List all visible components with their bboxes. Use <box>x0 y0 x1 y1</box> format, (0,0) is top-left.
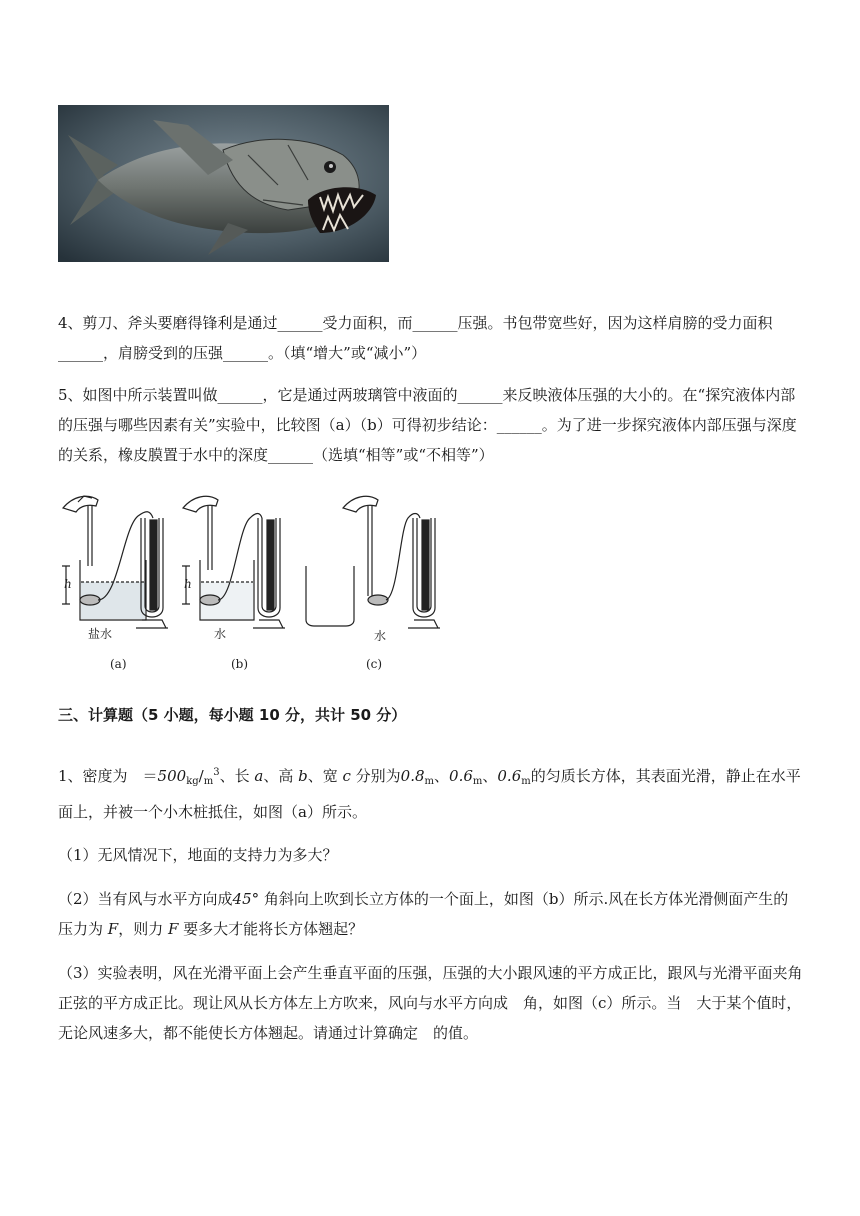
fish-illustration <box>58 105 389 262</box>
pressure-gauge-figure <box>58 488 458 678</box>
part2-b: 角斜向上吹到长立方体的一个面上，如图（b）所示.风在长方体光滑侧面产生的压力为 <box>58 890 789 938</box>
part2-d: 要多大才能将长方体翘起？ <box>178 920 364 938</box>
height-value: 0.6 <box>449 767 473 785</box>
text-mid4: 分别为 <box>350 767 401 785</box>
length-unit: m <box>424 776 435 787</box>
caption-c: (c) <box>366 657 383 671</box>
liquid-label-a: 盐水 <box>88 627 113 641</box>
h-label-b: h <box>184 577 192 591</box>
text-mid: 、长 <box>219 767 255 785</box>
part2-force-2: F <box>167 920 179 938</box>
part2-a: （2）当有风与水平方向成 <box>58 890 233 908</box>
liquid-label-b: 水 <box>214 627 227 641</box>
part2-angle: 45° <box>232 890 260 908</box>
part2-c: ，则力 <box>118 920 168 938</box>
liquid-label-c: 水 <box>374 629 387 643</box>
density-unit-den: m <box>203 776 214 787</box>
calc-question-1-part-1: （1）无风情况下，地面的支持力为多大？ <box>58 846 338 864</box>
var-a: a <box>254 767 264 785</box>
var-b: b <box>298 767 308 785</box>
section-heading: 三、计算题（5 小题，每小题 10 分，共计 50 分） <box>58 706 407 724</box>
caption-a: (a) <box>110 657 127 671</box>
text-mid3: 、宽 <box>307 767 343 785</box>
density-unit-num: kg <box>186 776 199 787</box>
text-mid2: 、高 <box>263 767 299 785</box>
h-label-a: h <box>64 577 72 591</box>
width-unit: m <box>521 776 531 787</box>
question-5: 5、如图中所示装置叫做______，它是通过两玻璃管中液面的______来反映液体压强的大小的。在“探究液体内部的压强与哪些因素有关”实验中，比较图（a）（b）可得初步结论：______。为了进一步探究液体内部压强与深度的关系，橡皮膜置于水中的深度______（选填“相等”或“不相等”） <box>58 386 797 464</box>
length-value: 0.8 <box>400 767 425 785</box>
q-lead: 1、密度为 ＝ <box>58 767 158 785</box>
calc-question-1 <box>58 758 803 827</box>
var-c: c <box>342 767 351 785</box>
calc-question-1-part-2 <box>58 884 803 944</box>
part2-force: F <box>107 920 119 938</box>
question-4: 4、剪刀、斧头要磨得锋利是通过______受力面积，而______压强。书包带宽些好，因为这样肩膀的受力面积______，肩膀受到的压强______。（填“增大”或“减小”） <box>58 314 773 362</box>
sep1: 、 <box>434 767 450 785</box>
height-unit: m <box>472 776 483 787</box>
caption-b: (b) <box>231 657 249 671</box>
text-tail: 的匀质长方体，其表面光滑，静止在水平面上，并被一个小木桩抵住，如图（a）所示。 <box>58 767 801 821</box>
sep2: 、 <box>482 767 498 785</box>
density-value: 500 <box>157 767 187 785</box>
width-value: 0.6 <box>497 767 522 785</box>
density-exp: 3 <box>213 767 220 778</box>
density-slash: / <box>198 767 204 785</box>
calc-question-1-part-3: （3）实验表明，风在光滑平面上会产生垂直平面的压强，压强的大小跟风速的平方成正比，跟风与光滑平面夹角正弦的平方成正比。现让风从长方体左上方吹来，风向与水平方向成 角，如图（c）所示。当 大于某个值时，无论风速多大，都不能使长方体翘起。请通过计算确定 的值。 <box>58 964 803 1042</box>
